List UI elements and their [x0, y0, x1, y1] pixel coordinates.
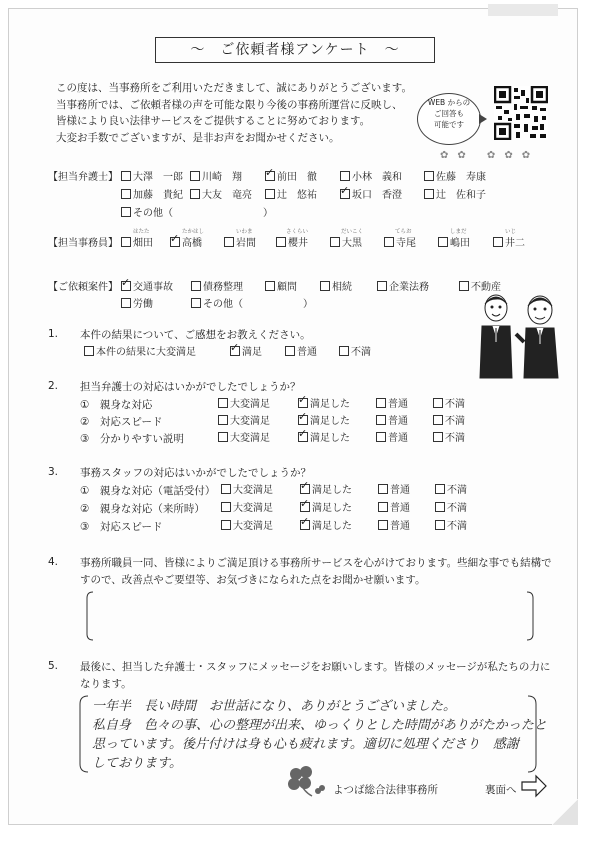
clover-logo-icon [282, 764, 328, 798]
intro-line: 皆様により良い法律サービスをご提供することに努めております。 [56, 115, 371, 127]
option-label: 不満 [351, 347, 371, 358]
case-name: 交通事故 [133, 282, 173, 293]
staff-option[interactable] [330, 237, 362, 251]
staff-name: 井二 [505, 238, 525, 249]
checkbox[interactable] [376, 398, 386, 408]
question-number: 4. [48, 556, 59, 568]
rating-option[interactable] [433, 398, 465, 412]
checkbox[interactable] [221, 520, 231, 530]
rating-row-label: ③ 分かりやすい説明 [80, 433, 184, 445]
option-label: 大変満足 [230, 399, 270, 410]
option-label: 不満 [445, 433, 465, 444]
staff-option[interactable] [384, 237, 416, 251]
case-option[interactable] [320, 281, 352, 295]
case-option[interactable] [121, 298, 153, 312]
checkbox[interactable] [340, 171, 350, 181]
option-label: 満足 [242, 347, 262, 358]
checkbox[interactable] [424, 171, 434, 181]
checkbox[interactable] [191, 298, 201, 308]
option-label: 本件の結果に大変満足 [96, 347, 196, 358]
checkbox[interactable] [190, 189, 200, 199]
checkbox[interactable] [435, 502, 445, 512]
next-page-label: 裏面へ [485, 784, 517, 796]
rating-row-label: ① 親身な対応 [80, 399, 153, 411]
handwritten-line: しております。 [92, 756, 182, 771]
case-option[interactable] [191, 281, 243, 295]
rating-row-label: ③ 対応スピード [80, 521, 163, 533]
bubble-line: ご回答も [434, 109, 464, 118]
rating-option[interactable] [435, 502, 467, 516]
checkbox-checked[interactable] [340, 189, 350, 199]
checkbox-checked[interactable] [300, 520, 310, 530]
survey-title: ～ ご依頼者様アンケート ～ [155, 37, 435, 63]
redacted-mark [488, 4, 558, 16]
q1-option[interactable] [339, 346, 371, 360]
lawyer-option[interactable] [121, 171, 183, 185]
comment-textarea[interactable] [85, 590, 535, 642]
checkbox[interactable] [121, 298, 131, 308]
checkbox[interactable] [378, 484, 388, 494]
checkbox[interactable] [339, 346, 349, 356]
checkbox-checked[interactable] [300, 502, 310, 512]
lawyers-illustration [474, 290, 564, 380]
staff-option[interactable] [170, 237, 202, 251]
clover-decoration: ✿✿ ✿✿✿ [440, 150, 540, 161]
lawyer-name: 小林 義和 [352, 172, 402, 183]
staff-name: 畑田 [133, 238, 153, 249]
staff-ruby: いわま [236, 229, 253, 235]
question-text: すので、改善点やご要望等、お気づきになられた点をお聞かせ願います。 [80, 574, 426, 586]
checkbox[interactable] [433, 398, 443, 408]
checkbox[interactable] [224, 237, 234, 247]
handwritten-line: 一年半 長い時間 お世話になり、ありがとうございました。 [92, 699, 457, 714]
q1-option[interactable] [230, 346, 262, 360]
rating-option[interactable] [221, 520, 273, 534]
checkbox[interactable] [493, 237, 503, 247]
bubble-line: WEB からの [427, 98, 471, 107]
staff-name: 櫻井 [288, 238, 308, 249]
right-arrow-icon[interactable] [520, 774, 548, 798]
rating-option[interactable] [376, 398, 408, 412]
checkbox[interactable] [265, 189, 275, 199]
checkbox[interactable] [378, 520, 388, 530]
checkbox[interactable] [378, 502, 388, 512]
checkbox[interactable] [121, 237, 131, 247]
option-label: 普通 [390, 485, 410, 496]
case-name: 顧問 [277, 282, 297, 293]
rating-option[interactable] [378, 484, 410, 498]
staff-name: 嶋田 [450, 238, 470, 249]
rating-option[interactable] [218, 432, 270, 446]
checkbox-checked[interactable] [170, 237, 180, 247]
staff-ruby: てらお [395, 229, 412, 235]
case-name: 債務整理 [203, 282, 243, 293]
option-label: 大変満足 [233, 521, 273, 532]
checkbox[interactable] [218, 398, 228, 408]
office-name: よつば総合法律事務所 [333, 784, 438, 796]
rating-row-label: ① 親身な対応（電話受付） [80, 485, 216, 497]
lawyer-option[interactable] [190, 171, 242, 185]
case-name: 不動産 [471, 282, 501, 293]
question-text: 本件の結果について、ご感想をお教えください。 [80, 329, 311, 341]
case-option[interactable] [191, 298, 313, 312]
staff-ruby: たかはし [182, 229, 205, 235]
lawyer-option[interactable] [265, 171, 317, 185]
person-right [516, 296, 558, 378]
checkbox[interactable] [121, 189, 131, 199]
checkbox[interactable] [424, 189, 434, 199]
rating-option[interactable] [300, 520, 352, 534]
intro-line: この度は、当事務所をご利用いただきまして、誠にありがとうございます。 [56, 82, 412, 94]
checkbox[interactable] [330, 237, 340, 247]
option-label: 満足した [312, 485, 352, 496]
checkbox[interactable] [285, 346, 295, 356]
checkbox[interactable] [435, 484, 445, 494]
option-label: 不満 [447, 485, 467, 496]
rating-option[interactable] [378, 520, 410, 534]
rating-option[interactable] [221, 502, 273, 516]
option-label: 満足した [312, 521, 352, 532]
staff-ruby: いじ [505, 229, 517, 235]
checkbox[interactable] [433, 415, 443, 425]
checkbox[interactable] [376, 432, 386, 442]
checkbox[interactable] [276, 237, 286, 247]
checkbox-checked[interactable] [121, 281, 131, 291]
rating-option[interactable] [376, 415, 408, 429]
option-label: 大変満足 [230, 416, 270, 427]
q1-option[interactable] [84, 346, 196, 360]
question-number: 5. [48, 660, 59, 672]
case-name: 相続 [332, 282, 352, 293]
checkbox-checked[interactable] [230, 346, 240, 356]
option-label: 満足した [312, 503, 352, 514]
checkbox-checked[interactable] [300, 484, 310, 494]
checkbox-checked[interactable] [298, 432, 308, 442]
option-label: 大変満足 [233, 485, 273, 496]
staff-name: 岩間 [236, 238, 256, 249]
staff-ruby: だいこく [341, 229, 364, 235]
lawyer-option[interactable] [265, 189, 317, 203]
rating-option[interactable] [218, 398, 270, 412]
rating-option[interactable] [435, 520, 467, 534]
option-label: 大変満足 [230, 433, 270, 444]
lawyer-name: 川崎 翔 [202, 172, 242, 183]
rating-option[interactable] [433, 415, 465, 429]
rating-row-label: ② 親身な対応（来所時） [80, 503, 205, 515]
handwritten-line: 私自身 色々の事、心の整理が出来、ゆっくりとした時間がありがたかったと [92, 718, 547, 733]
staff-option[interactable] [121, 237, 153, 251]
option-label: 不満 [445, 399, 465, 410]
case-name: 企業法務 [389, 282, 429, 293]
page-curl [552, 799, 578, 825]
lawyer-other-label: その他（ ） [133, 208, 273, 219]
rating-option[interactable] [376, 432, 408, 446]
staff-option[interactable] [276, 237, 308, 251]
case-name: その他（ ） [203, 299, 313, 310]
option-label: 普通 [388, 433, 408, 444]
checkbox-checked[interactable] [265, 171, 275, 181]
checkbox[interactable] [438, 237, 448, 247]
option-label: 普通 [297, 347, 317, 358]
staff-ruby: しまだ [450, 229, 467, 235]
staff-name: 大黒 [342, 238, 362, 249]
question-text: 最後に、担当した弁護士・スタッフにメッセージをお願いします。皆様のメッセージが私たちの力に [80, 661, 551, 673]
question-text: 事務スタッフの対応はいかがでしたでしょうか？ [80, 467, 311, 479]
staff-name: 寺尾 [396, 238, 416, 249]
lawyer-option[interactable] [340, 189, 402, 203]
rating-option[interactable] [218, 415, 270, 429]
rating-option[interactable] [378, 502, 410, 516]
option-label: 不満 [445, 416, 465, 427]
option-label: 普通 [390, 521, 410, 532]
question-number: 1. [48, 328, 59, 340]
option-label: 普通 [390, 503, 410, 514]
web-answer-bubble [417, 93, 481, 145]
case-option[interactable] [265, 281, 297, 295]
option-label: 満足した [310, 399, 350, 410]
bubble-line: 可能です [434, 120, 464, 129]
checkbox[interactable] [221, 502, 231, 512]
lawyer-option[interactable] [121, 189, 183, 203]
checkbox[interactable] [84, 346, 94, 356]
case-section-label: 【ご依頼案件】 [48, 282, 118, 293]
rating-row-label: ② 対応スピード [80, 416, 163, 428]
lawyer-option[interactable] [424, 171, 486, 185]
option-label: 不満 [447, 503, 467, 514]
checkbox[interactable] [221, 484, 231, 494]
staff-section-label: 【担当事務員】 [48, 238, 118, 249]
lawyer-section-label: 【担当弁護士】 [48, 172, 118, 183]
checkbox[interactable] [384, 237, 394, 247]
lawyer-name: 辻 佐和子 [436, 190, 486, 201]
lawyer-name: 前田 徹 [277, 172, 317, 183]
option-label: 満足した [310, 416, 350, 427]
lawyer-option[interactable] [340, 171, 402, 185]
intro-line: 大変お手数でございますが、是非お声をお聞かせください。 [56, 131, 340, 144]
staff-option[interactable] [493, 237, 525, 251]
lawyer-name: 佐藤 寿康 [436, 172, 486, 183]
lawyer-name: 大友 竜亮 [202, 190, 252, 201]
lawyer-option[interactable] [424, 189, 486, 203]
q1-option[interactable] [285, 346, 317, 360]
staff-name: 高橋 [182, 238, 202, 249]
lawyer-other-option[interactable] [121, 207, 273, 221]
checkbox[interactable] [435, 520, 445, 530]
question-text: 事務所職員一同、皆様によりご満足頂ける事務所サービスを心がけております。些細な事でも結構で [80, 557, 552, 569]
person-left [480, 295, 512, 378]
checkbox[interactable] [459, 281, 469, 291]
question-number: 2. [48, 380, 59, 392]
option-label: 普通 [388, 416, 408, 427]
checkbox[interactable] [265, 281, 275, 291]
checkbox[interactable] [433, 432, 443, 442]
staff-ruby: はたた [133, 229, 150, 235]
checkbox-checked[interactable] [298, 415, 308, 425]
rating-option[interactable] [300, 502, 352, 516]
rating-option[interactable] [298, 432, 350, 446]
staff-option[interactable] [224, 237, 256, 251]
checkbox-checked[interactable] [298, 398, 308, 408]
lawyer-name: 加藤 貴紀 [133, 190, 183, 201]
option-label: 大変満足 [233, 503, 273, 514]
checkbox[interactable] [121, 207, 131, 217]
lawyer-option[interactable] [190, 189, 252, 203]
lawyer-name: 大澤 一郎 [133, 172, 183, 183]
staff-ruby: さくらい [286, 229, 309, 235]
case-option[interactable] [377, 281, 429, 295]
checkbox[interactable] [190, 171, 200, 181]
intro-line: 当事務所では、ご依頼者様の声を可能な限り今後の事務所運営に反映し、 [56, 98, 403, 111]
qr-code-icon[interactable] [494, 86, 548, 140]
rating-option[interactable] [221, 484, 273, 498]
staff-option[interactable] [438, 237, 470, 251]
rating-option[interactable] [435, 484, 467, 498]
option-label: 不満 [447, 521, 467, 532]
checkbox[interactable] [376, 415, 386, 425]
option-label: 普通 [388, 399, 408, 410]
case-name: 労働 [133, 299, 153, 310]
question-number: 3. [48, 466, 59, 478]
checkbox[interactable] [320, 281, 330, 291]
intro-text [56, 80, 412, 146]
option-label: 満足した [310, 433, 350, 444]
question-text: 担当弁護士の対応はいかがでしたでしょうか？ [80, 381, 301, 393]
checkbox[interactable] [377, 281, 387, 291]
handwritten-line: 思っています。後片付けは身も心も疲れます。適切に処理くださり 感謝 [92, 737, 519, 752]
checkbox[interactable] [218, 432, 228, 442]
checkbox[interactable] [191, 281, 201, 291]
rating-option[interactable] [300, 484, 352, 498]
lawyer-name: 坂口 香澄 [352, 190, 402, 201]
checkbox[interactable] [218, 415, 228, 425]
case-option[interactable] [121, 281, 173, 295]
lawyer-name: 辻 悠祐 [277, 190, 317, 201]
checkbox[interactable] [121, 171, 131, 181]
rating-option[interactable] [433, 432, 465, 446]
question-text: なります。 [80, 678, 132, 690]
